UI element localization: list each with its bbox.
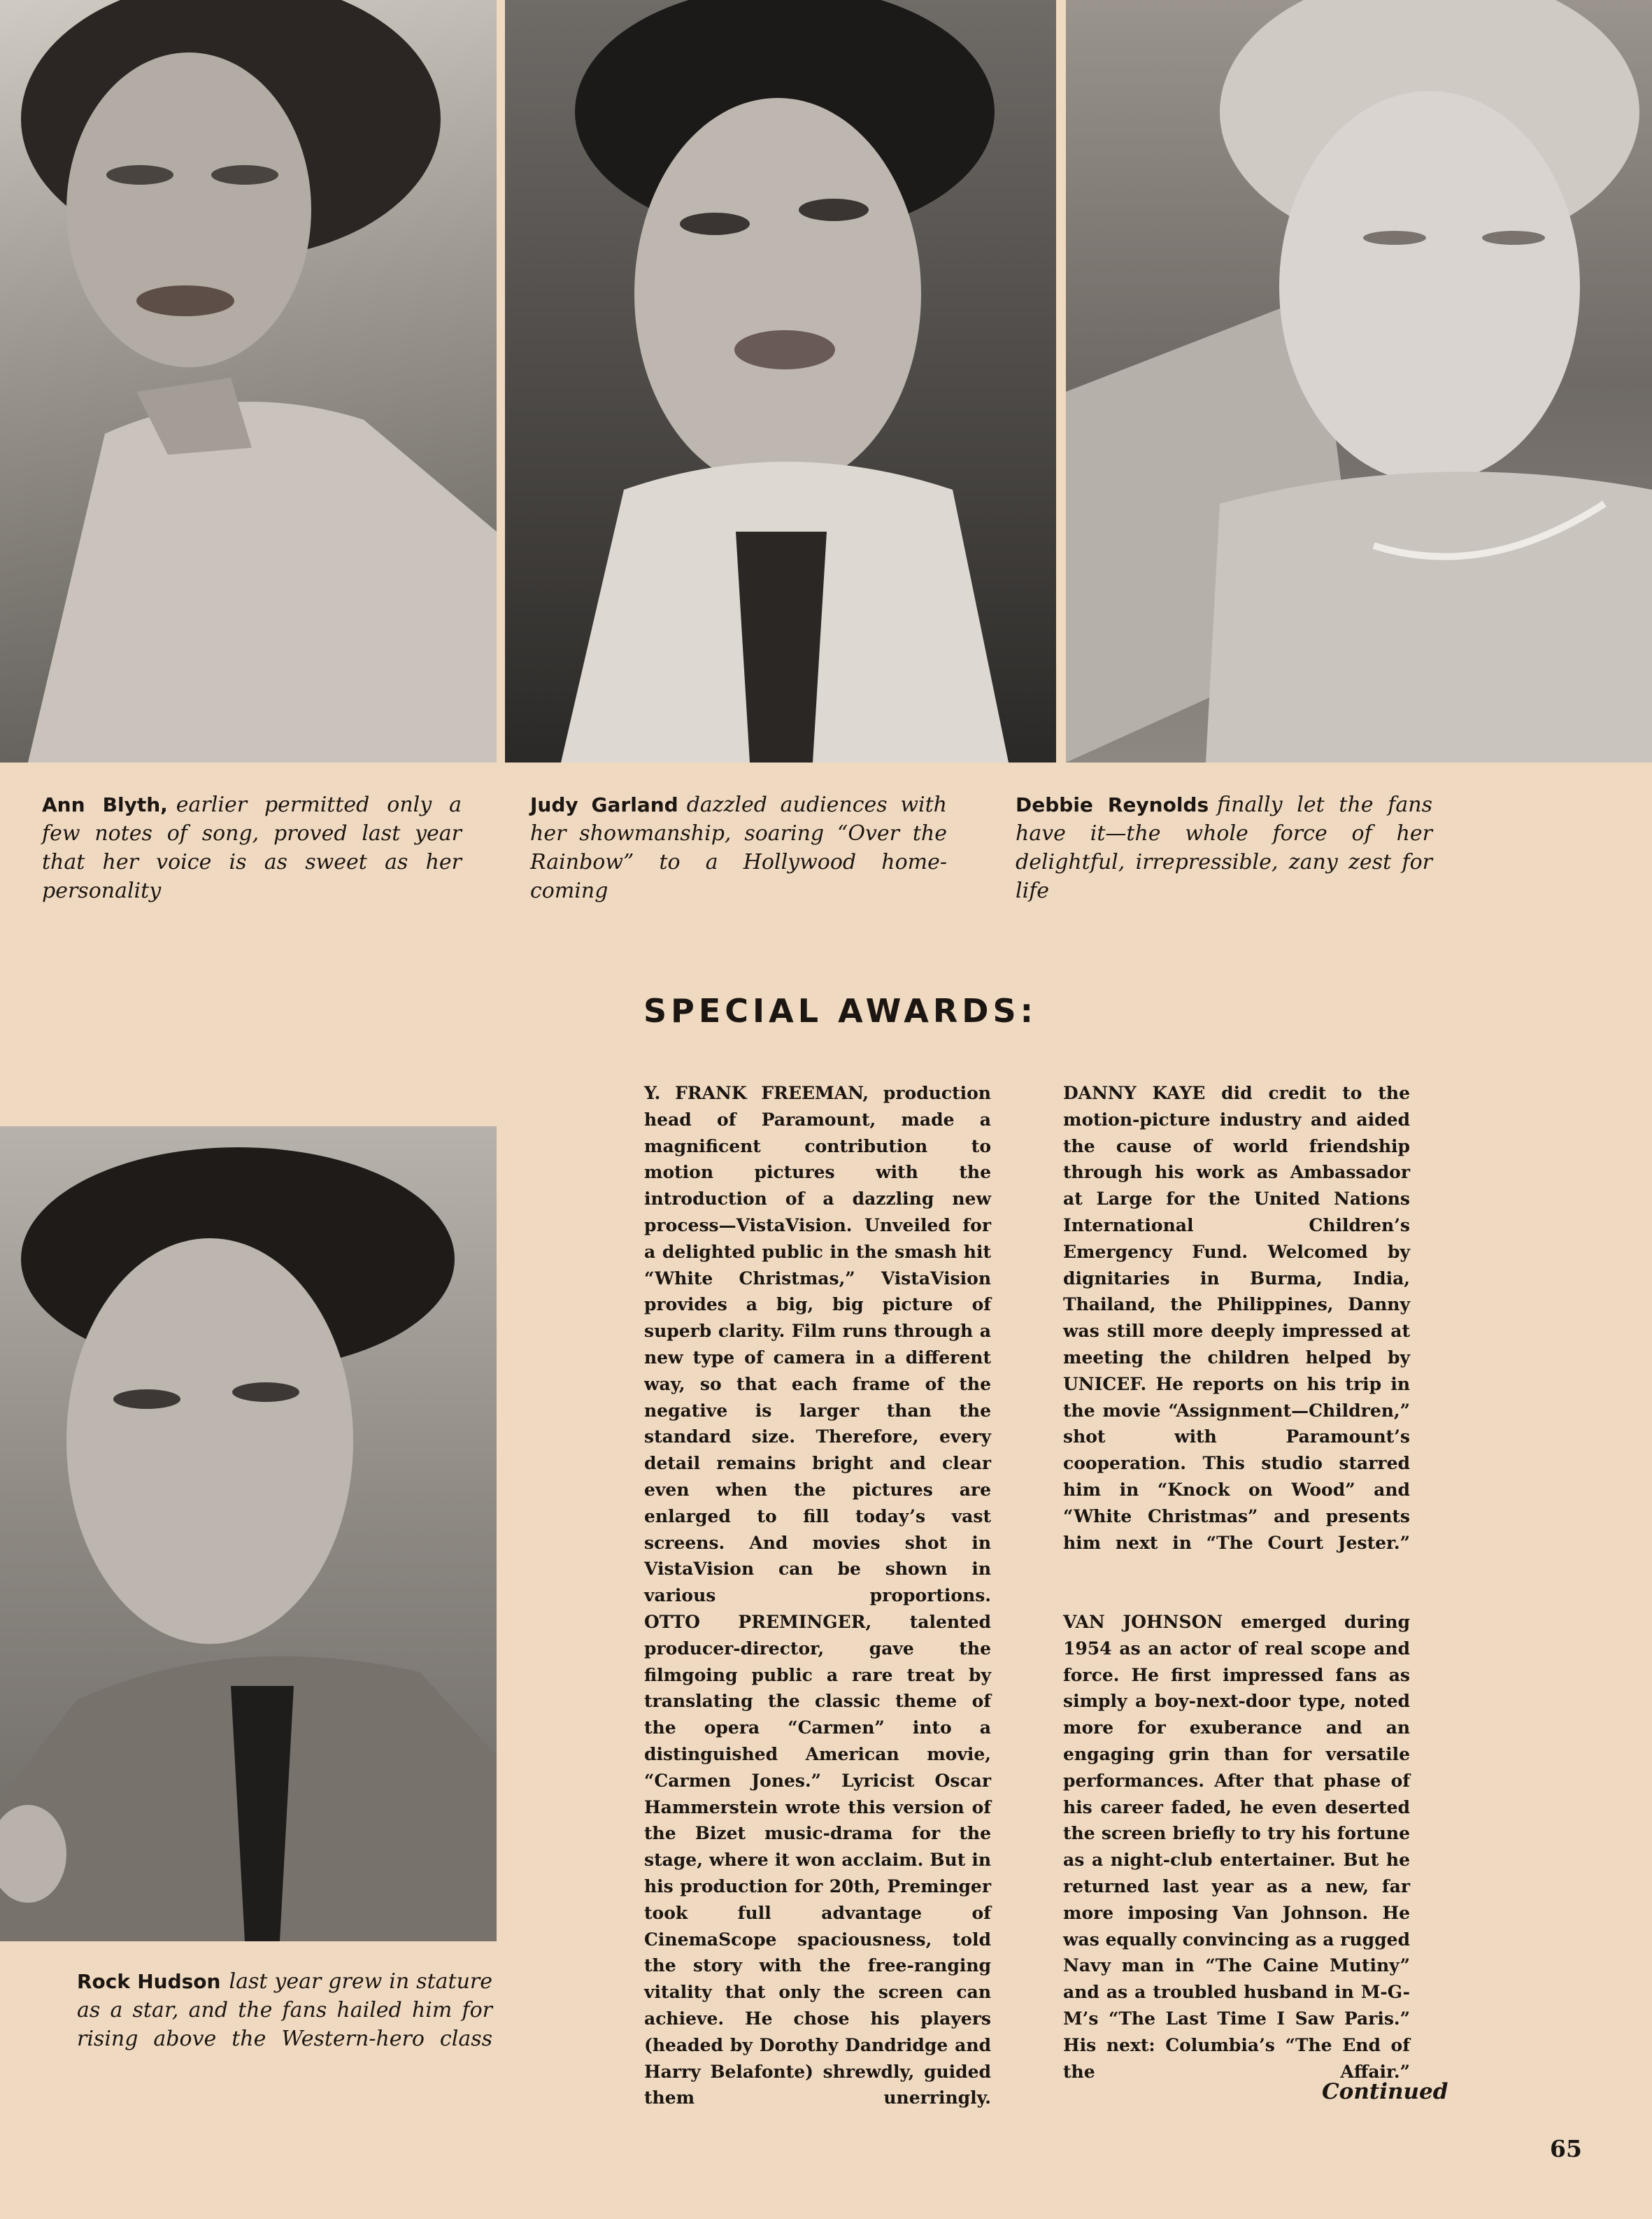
caption-name: Debbie Reynolds: [1016, 793, 1209, 816]
photo-judy-garland: [505, 0, 1056, 763]
photo-rock-hudson: [0, 1126, 497, 1941]
caption-name: Rock Hudson: [77, 1970, 221, 1993]
caption-text: finally let the fans have it—the whole force of her delightful, irrepressible, zany zest for life: [1016, 793, 1432, 903]
caption-ann-blyth: [42, 791, 462, 905]
award-text-frank-freeman: Y. FRANK FREEMAN, production head of Paramount, made a magnificent contribution to motion pictures with the introduction of a dazzling new process—VistaVision. Unveiled for a delighted public in the smash hit “White Christmas,” VistaVision provides a big, big picture of superb clarity. Film runs through a new type of camera in a different way, so that each frame of the negative is larger than the standard size. Therefore, every detail remains bright and clear even when the pictures are enlarged to fill today’s vast screens. And movies shot in VistaVision can be shown in various proportions.: [644, 1083, 991, 1606]
continued-label: Continued: [1322, 2079, 1448, 2104]
caption-text: earlier permitted only a few notes of song, proved last year that her voice is as sweet as her personality: [42, 793, 462, 903]
caption-text: last year grew in stature as a star, and the fans hailed him for rising above the Western-hero class: [77, 1969, 492, 2051]
caption-text: dazzled audiences with her showmanship, soaring “Over the Rainbow” to a Hollywood home-coming: [530, 793, 947, 903]
page-number: 65: [1550, 2135, 1582, 2162]
caption-name: Ann Blyth,: [42, 793, 168, 816]
special-awards-heading: SPECIAL AWARDS:: [643, 992, 1038, 1030]
caption-rock-hudson: [77, 1967, 492, 2053]
photo-ann-blyth: [0, 0, 497, 763]
caption-name: Judy Garland: [530, 793, 678, 816]
award-text-van-johnson: VAN JOHNSON emerged during 1954 as an actor of real scope and force. He first impressed fans as simply a boy-next-door type, noted more for exuberance and an engaging grin than for versatile performances. After that phase of his career faded, he even deserted the screen briefly to try his fortune as a night-club entertainer. But he returned last year as a new, far more imposing Van Johnson. He was equally convincing as a rugged Navy man in “The Caine Mutiny” and as a troubled husband in M-G-M’s “The Last Time I Saw Paris.” His next: Columbia’s “The End of the Affair.”: [1063, 1612, 1410, 2082]
photo-debbie-reynolds: [1066, 0, 1652, 763]
award-text-danny-kaye: DANNY KAYE did credit to the motion-picture industry and aided the cause of world friendship through his work as Ambassador at Large for the United Nations International Children’s Emergency Fund. Welcomed by dignitaries in Burma, India, Thailand, the Philippines, Danny was still more deeply impressed at meeting the children helped by UNICEF. He reports on his trip in the movie “Assignment—Children,” shot with Paramount’s cooperation. This studio starred him in “Knock on Wood” and “White Christmas” and presents him next in “The Court Jester.”: [1063, 1083, 1410, 1553]
award-text-otto-preminger: OTTO PREMINGER, talented producer-director, gave the filmgoing public a rare treat by translating the classic theme of the opera “Carmen” into a distinguished American movie, “Carmen Jones.” Lyricist Oscar Hammerstein wrote this version of the Bizet music-drama for the stage, where it won acclaim. But in his production for 20th, Preminger took full advantage of CinemaScope spaciousness, told the story with the free-ranging vitality that only the screen can achieve. He chose his players (headed by Dorothy Dandridge and Harry Belafonte) shrewdly, guided them unerringly.: [644, 1612, 991, 2108]
caption-debbie-reynolds: [1016, 791, 1432, 905]
caption-judy-garland: [530, 791, 947, 905]
